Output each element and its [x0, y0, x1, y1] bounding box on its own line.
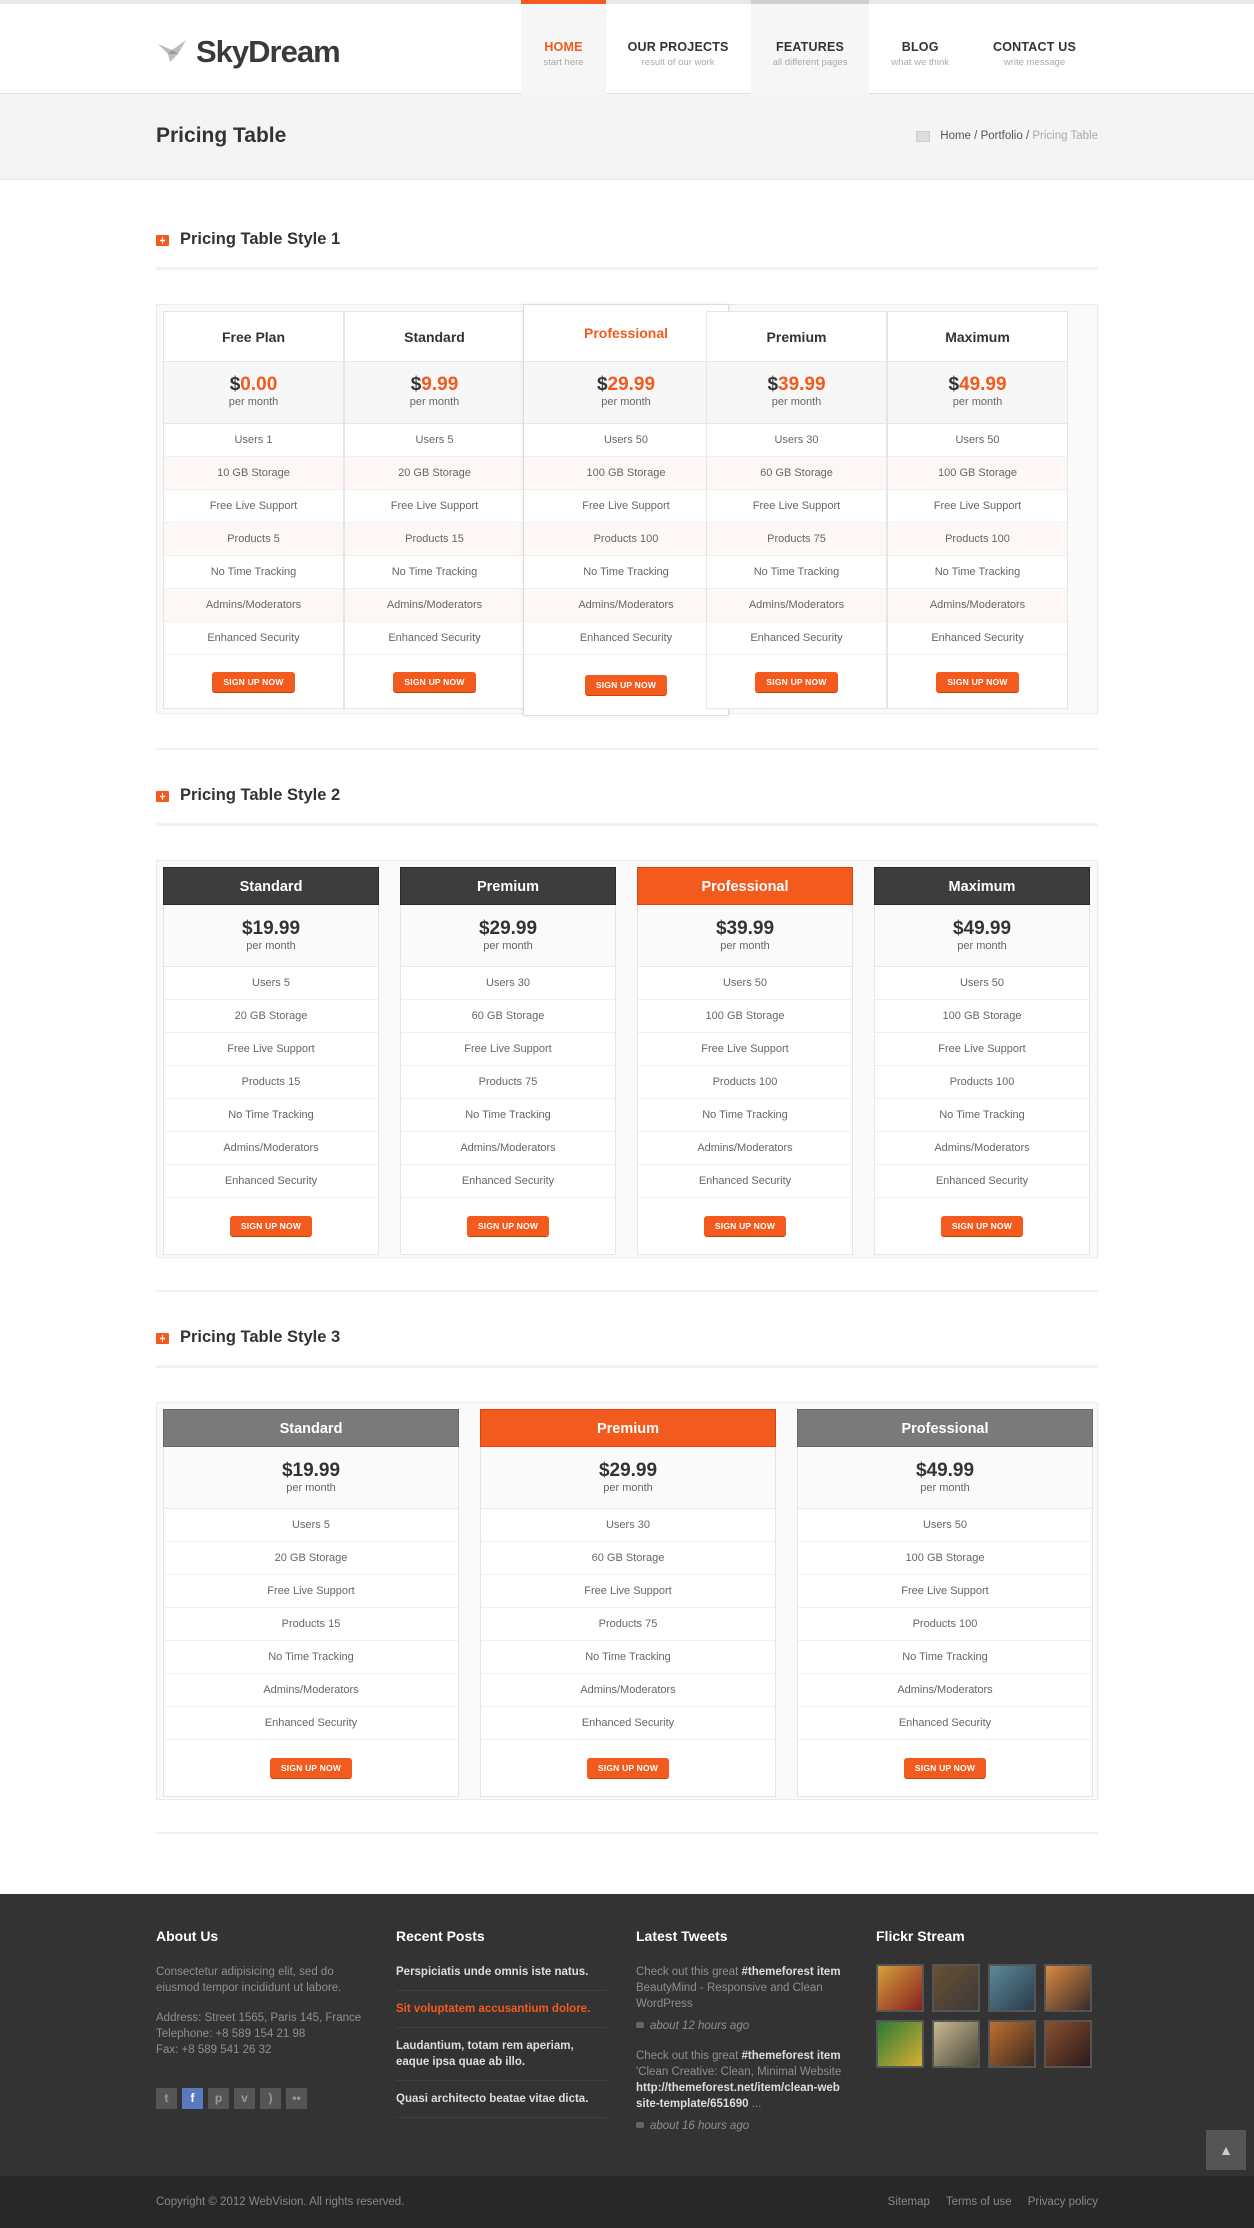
twitter-icon[interactable]: t [156, 2088, 177, 2109]
pricing-table-style-1 [156, 304, 1098, 714]
currency: $ [948, 374, 960, 395]
nav-features-sub: all different pages [772, 57, 848, 68]
plan-column [523, 304, 729, 716]
currency: $ [410, 374, 422, 395]
breadcrumb-separator: / [974, 130, 978, 142]
feature-row: Free Live Support [524, 490, 728, 523]
plan-footer [798, 1740, 1092, 1796]
price-value [524, 374, 728, 396]
recent-post-link[interactable]: Sit voluptatem accusantium dolore. [396, 2001, 606, 2028]
tweet-text: Check out this great [636, 2050, 742, 2062]
feature-row: Users 30 [481, 1509, 775, 1542]
feature-row: Products 100 [798, 1608, 1092, 1641]
plan-name: Maximum [874, 867, 1090, 905]
site-footer [0, 1894, 1254, 2176]
currency: $ [596, 374, 608, 395]
feature-row: Enhanced Security [875, 1165, 1089, 1198]
feature-row: Enhanced Security [164, 1165, 378, 1198]
footer-heading: Recent Posts [396, 1928, 485, 1944]
price-value: $29.99 [478, 918, 538, 939]
flickr-photo[interactable] [932, 1964, 980, 2012]
footer-heading: About Us [156, 1928, 219, 1944]
main-content [156, 180, 1098, 1894]
plan-footer [164, 655, 343, 709]
logo[interactable] [156, 34, 340, 70]
plan-footer [481, 1740, 775, 1796]
tweet-time: about 16 hours ago [636, 2118, 846, 2134]
feature-row: Admins/Moderators [888, 589, 1067, 622]
feature-row: No Time Tracking [707, 556, 886, 589]
plan-name: Professional [797, 1409, 1093, 1447]
feature-row: Users 5 [164, 967, 378, 1000]
rss-icon[interactable]: ) [260, 2088, 281, 2109]
footer-link-terms[interactable]: Terms of use [945, 2196, 1012, 2208]
nav-contact-us[interactable] [971, 0, 1098, 94]
section-title: Pricing Table Style 1 [180, 230, 341, 248]
flag-icon [156, 1333, 169, 1344]
feature-row: Admins/Moderators [401, 1132, 615, 1165]
nav-contact-sub: write message [1003, 57, 1066, 68]
feature-row: Users 50 [888, 424, 1067, 457]
feature-row: Admins/Moderators [345, 589, 524, 622]
plan-column [887, 311, 1068, 709]
feature-row: Products 15 [164, 1608, 458, 1641]
feature-row: Enhanced Security [888, 622, 1067, 655]
feature-row: No Time Tracking [481, 1641, 775, 1674]
footer-heading: Latest Tweets [636, 1928, 728, 1944]
feature-row: Enhanced Security [707, 622, 886, 655]
feature-row: 100 GB Storage [888, 457, 1067, 490]
nav-home[interactable] [521, 0, 605, 94]
feature-row: Free Live Support [164, 1033, 378, 1066]
plan-price [345, 362, 524, 424]
price-value [707, 374, 886, 396]
recent-post-link[interactable]: Laudantium, totam rem aperiam, eaque ipsa quae ab illo. [396, 2038, 606, 2081]
per-month: per month [720, 940, 770, 952]
feature-row: Free Live Support [638, 1033, 852, 1066]
feature-row: No Time Tracking [798, 1641, 1092, 1674]
telephone: Telephone: +8 589 154 21 98 [156, 2028, 306, 2040]
feature-row: Enhanced Security [164, 622, 343, 655]
tweet-link[interactable]: http://themeforest.net/item/clean-website-template/651690 [636, 2082, 840, 2110]
recent-post-link[interactable]: Quasi architecto beatae vitae dicta. [396, 2091, 606, 2118]
plan-column [480, 1409, 776, 1797]
flickr-photo[interactable] [988, 2020, 1036, 2068]
nav-features-label: FEATURES [775, 40, 845, 54]
price-amount: 49.99 [959, 374, 1007, 395]
feature-row: Free Live Support [164, 490, 343, 523]
plan-column [163, 311, 344, 709]
flickr-photo[interactable] [1044, 1964, 1092, 2012]
plan-name: Premium [400, 867, 616, 905]
feature-row: 60 GB Storage [707, 457, 886, 490]
plan-name: Standard [163, 867, 379, 905]
home-icon [916, 131, 930, 142]
plan-name: Professional [637, 867, 853, 905]
feature-row: No Time Tracking [524, 556, 728, 589]
feature-row: Products 100 [638, 1066, 852, 1099]
per-month: per month [409, 396, 460, 408]
footer-heading: Flickr Stream [876, 1928, 965, 1944]
feature-row: Enhanced Security [481, 1707, 775, 1740]
footer-links [888, 2196, 1098, 2208]
per-month: per month [228, 396, 279, 408]
per-month: per month [286, 1482, 336, 1494]
feature-row: Enhanced Security [638, 1165, 852, 1198]
section-title: Pricing Table Style 2 [180, 786, 341, 804]
recent-post-link[interactable]: Perspiciatis unde omnis iste natus. [396, 1964, 606, 1991]
feature-row: 100 GB Storage [798, 1542, 1092, 1575]
feature-row: Admins/Moderators [164, 1132, 378, 1165]
nav-our-projects[interactable] [606, 0, 751, 94]
tweet-text: Check out this great [636, 1966, 742, 1978]
section-heading-style-3 [156, 1328, 1098, 1368]
breadcrumb-separator: / [1025, 130, 1030, 142]
arrow-up-icon: ▲ [1219, 2142, 1233, 2158]
feature-row: 10 GB Storage [164, 457, 343, 490]
feature-row: Users 30 [401, 967, 615, 1000]
tweet-text: BeautyMind - Responsive and Clean WordPress [636, 1982, 823, 2010]
feature-row: 100 GB Storage [875, 1000, 1089, 1033]
section-heading-style-1 [156, 230, 1098, 270]
flickr-photo[interactable] [876, 1964, 924, 2012]
feature-row: Products 100 [888, 523, 1067, 556]
pinterest-icon[interactable]: p [208, 2088, 229, 2109]
flickr-photo[interactable] [932, 2020, 980, 2068]
feature-row: Users 1 [164, 424, 343, 457]
per-month: per month [771, 396, 822, 408]
plan-name: Premium [707, 312, 886, 362]
nav-features[interactable] [751, 0, 870, 94]
feature-row: 60 GB Storage [401, 1000, 615, 1033]
feature-row: Users 5 [164, 1509, 458, 1542]
plan-price [707, 362, 886, 424]
flickr-photo[interactable] [876, 2020, 924, 2068]
price-amount: 39.99 [778, 374, 826, 395]
currency: $ [229, 374, 241, 395]
feature-row: Users 50 [875, 967, 1089, 1000]
divider [156, 748, 1098, 750]
plan-price [875, 905, 1089, 967]
plan-column [400, 867, 616, 1255]
feature-row: Admins/Moderators [481, 1674, 775, 1707]
divider [156, 1290, 1098, 1292]
per-month: per month [603, 1482, 653, 1494]
feature-row: No Time Tracking [401, 1099, 615, 1132]
feature-row: Admins/Moderators [798, 1674, 1092, 1707]
feature-row: Admins/Moderators [164, 1674, 458, 1707]
plan-name: Maximum [888, 312, 1067, 362]
divider [156, 1832, 1098, 1834]
pricing-table-style-2 [156, 860, 1098, 1258]
nav-blog-label: BLOG [901, 40, 939, 54]
sign-up-button[interactable]: SIGN UP NOW [467, 1216, 549, 1237]
plan-footer [164, 1740, 458, 1796]
section-heading-style-2 [156, 786, 1098, 826]
feature-row: No Time Tracking [345, 556, 524, 589]
price-value: $19.99 [241, 918, 301, 939]
feature-row: Free Live Support [401, 1033, 615, 1066]
plan-price [481, 1447, 775, 1509]
feature-row: No Time Tracking [638, 1099, 852, 1132]
nav-blog[interactable] [869, 0, 971, 94]
sign-up-button[interactable]: SIGN UP NOW [587, 1758, 669, 1779]
footer-link-privacy[interactable]: Privacy policy [1027, 2196, 1098, 2208]
nav-contact-label: CONTACT US [992, 40, 1076, 54]
feature-row: No Time Tracking [164, 556, 343, 589]
plan-column [163, 1409, 459, 1797]
feature-row: Users 30 [707, 424, 886, 457]
plan-name: Professional [524, 305, 728, 362]
plan-price [638, 905, 852, 967]
plan-price [164, 905, 378, 967]
breadcrumb-current: Pricing Table [1032, 130, 1098, 142]
sign-up-button[interactable]: SIGN UP NOW [230, 1216, 312, 1237]
facebook-icon[interactable]: f [182, 2088, 203, 2109]
feature-row: Users 50 [638, 967, 852, 1000]
copyright-bar [0, 2176, 1254, 2228]
price-value: $49.99 [952, 918, 1012, 939]
plan-price [401, 905, 615, 967]
price-amount: 29.99 [607, 374, 656, 395]
price-value [888, 374, 1067, 396]
per-month: per month [246, 940, 296, 952]
price-value [164, 374, 343, 396]
per-month: per month [483, 940, 533, 952]
tweet-text: ... [748, 2098, 762, 2110]
page-title: Pricing Table [156, 124, 287, 147]
nav-blog-sub: what we think [891, 57, 949, 68]
plan-footer [164, 1198, 378, 1254]
feature-row: Enhanced Security [401, 1165, 615, 1198]
plan-price [164, 1447, 458, 1509]
flickr-photo[interactable] [988, 1964, 1036, 2012]
plan-price [888, 362, 1067, 424]
plan-column [637, 867, 853, 1255]
plan-name: Free Plan [164, 312, 343, 362]
flickr-grid [876, 1964, 1098, 2068]
feature-row: Products 75 [401, 1066, 615, 1099]
feature-row: Enhanced Security [798, 1707, 1092, 1740]
feature-row: Products 100 [524, 523, 728, 556]
feature-row: No Time Tracking [164, 1641, 458, 1674]
feature-row: Free Live Support [888, 490, 1067, 523]
sign-up-button[interactable]: SIGN UP NOW [704, 1216, 786, 1237]
page-title-bar [0, 94, 1254, 180]
tweet-text: 'Clean Creative: Clean, Minimal Website [636, 2066, 842, 2078]
price-value: $29.99 [598, 1460, 658, 1481]
nav-projects-label: OUR PROJECTS [627, 40, 729, 54]
tweet-time: about 12 hours ago [636, 2018, 846, 2034]
feature-row: Free Live Support [345, 490, 524, 523]
plan-name: Standard [345, 312, 524, 362]
nav-projects-sub: result of our work [641, 57, 715, 68]
feature-row: 60 GB Storage [481, 1542, 775, 1575]
plan-name: Standard [163, 1409, 459, 1447]
scroll-to-top-button[interactable] [1206, 2130, 1246, 2170]
feature-row: Free Live Support [707, 490, 886, 523]
per-month: per month [952, 396, 1003, 408]
price-value: $49.99 [915, 1460, 975, 1481]
address: Address: Street 1565, Paris 145, France [156, 2012, 362, 2024]
feature-row: Products 5 [164, 523, 343, 556]
footer-latest-tweets [636, 1928, 846, 2148]
feature-row: Enhanced Security [164, 1707, 458, 1740]
logo-text: SkyDream [196, 34, 340, 69]
flag-icon [156, 791, 169, 802]
feature-row: Admins/Moderators [638, 1132, 852, 1165]
footer-recent-posts [396, 1928, 606, 2128]
plan-name: Premium [480, 1409, 776, 1447]
feature-row: Users 50 [798, 1509, 1092, 1542]
plan-footer [888, 655, 1067, 709]
section-title: Pricing Table Style 3 [180, 1328, 341, 1346]
feature-row: Free Live Support [798, 1575, 1092, 1608]
plan-column [706, 311, 887, 709]
tweet-hashtag[interactable]: #themeforest item [741, 1966, 841, 1978]
main-nav [521, 0, 1098, 94]
tweet-hashtag[interactable]: #themeforest item [741, 2050, 841, 2062]
about-text: Consectetur adipisicing elit, sed do eiusmod tempor incididunt ut labore. [156, 1966, 342, 1994]
pricing-table-style-3 [156, 1402, 1098, 1800]
price-amount: 9.99 [421, 374, 459, 395]
feature-row: Products 75 [707, 523, 886, 556]
sign-up-button[interactable]: SIGN UP NOW [936, 672, 1018, 693]
feature-row: 20 GB Storage [345, 457, 524, 490]
plan-price [524, 362, 728, 424]
plan-price [798, 1447, 1092, 1509]
feature-row: Products 100 [875, 1066, 1089, 1099]
footer-flickr [876, 1928, 1098, 2068]
site-header [0, 4, 1254, 94]
logo-bird-icon [156, 38, 188, 66]
plan-footer [345, 655, 524, 709]
plan-price [164, 362, 343, 424]
per-month: per month [601, 396, 651, 408]
fax: Fax: +8 589 541 26 32 [156, 2044, 272, 2056]
feature-row: Admins/Moderators [875, 1132, 1089, 1165]
feature-row: No Time Tracking [875, 1099, 1089, 1132]
feature-row: 100 GB Storage [524, 457, 728, 490]
nav-home-label: HOME [544, 40, 583, 54]
feature-row: Enhanced Security [345, 622, 524, 655]
feature-row: Free Live Support [481, 1575, 775, 1608]
breadcrumb-portfolio[interactable]: Portfolio [980, 130, 1023, 142]
tweet [636, 1964, 846, 2034]
flag-icon [156, 235, 169, 246]
price-value: $39.99 [715, 918, 775, 939]
sign-up-button[interactable]: SIGN UP NOW [941, 1216, 1023, 1237]
vimeo-icon[interactable]: v [234, 2088, 255, 2109]
feature-row: Products 15 [345, 523, 524, 556]
feature-row: Free Live Support [875, 1033, 1089, 1066]
plan-footer [707, 655, 886, 709]
feature-row: Products 75 [481, 1608, 775, 1641]
price-value [345, 374, 524, 396]
plan-footer [638, 1198, 852, 1254]
plan-footer [401, 1198, 615, 1254]
per-month: per month [920, 1482, 970, 1494]
sign-up-button[interactable]: SIGN UP NOW [270, 1758, 352, 1779]
feature-row: Users 5 [345, 424, 524, 457]
feature-row: 20 GB Storage [164, 1542, 458, 1575]
breadcrumb-home[interactable]: Home [940, 130, 971, 142]
currency: $ [767, 374, 779, 395]
plan-column [874, 867, 1090, 1255]
feature-row: No Time Tracking [164, 1099, 378, 1132]
plan-footer [875, 1198, 1089, 1254]
sign-up-button[interactable]: SIGN UP NOW [904, 1758, 986, 1779]
sign-up-button[interactable]: SIGN UP NOW [585, 675, 667, 696]
nav-home-sub: start here [543, 57, 584, 68]
price-amount: 0.00 [240, 374, 278, 395]
copyright-text: Copyright © 2012 WebVision. All rights reserved. [156, 2196, 405, 2208]
sign-up-button[interactable]: SIGN UP NOW [212, 672, 294, 693]
feature-row: No Time Tracking [888, 556, 1067, 589]
feature-row: Admins/Moderators [164, 589, 343, 622]
social-links [156, 2088, 366, 2109]
per-month: per month [957, 940, 1007, 952]
sign-up-button[interactable]: SIGN UP NOW [755, 672, 837, 693]
flickr-photo[interactable] [1044, 2020, 1092, 2068]
plan-column [344, 311, 525, 709]
feature-row: Enhanced Security [524, 622, 728, 655]
feature-row: Admins/Moderators [707, 589, 886, 622]
feature-row: Admins/Moderators [524, 589, 728, 622]
footer-link-sitemap[interactable]: Sitemap [887, 2196, 930, 2208]
feature-row: Free Live Support [164, 1575, 458, 1608]
tweet [636, 2048, 846, 2134]
breadcrumb [916, 130, 1098, 142]
sign-up-button[interactable]: SIGN UP NOW [393, 672, 475, 693]
feature-row: Users 50 [524, 424, 728, 457]
plan-column [797, 1409, 1093, 1797]
plan-footer [524, 655, 728, 715]
feature-row: 100 GB Storage [638, 1000, 852, 1033]
price-value: $19.99 [281, 1460, 341, 1481]
feature-row: Products 15 [164, 1066, 378, 1099]
feature-row: 20 GB Storage [164, 1000, 378, 1033]
footer-about [156, 1928, 366, 2109]
plan-column [163, 867, 379, 1255]
flickr-icon[interactable]: •• [286, 2088, 307, 2109]
